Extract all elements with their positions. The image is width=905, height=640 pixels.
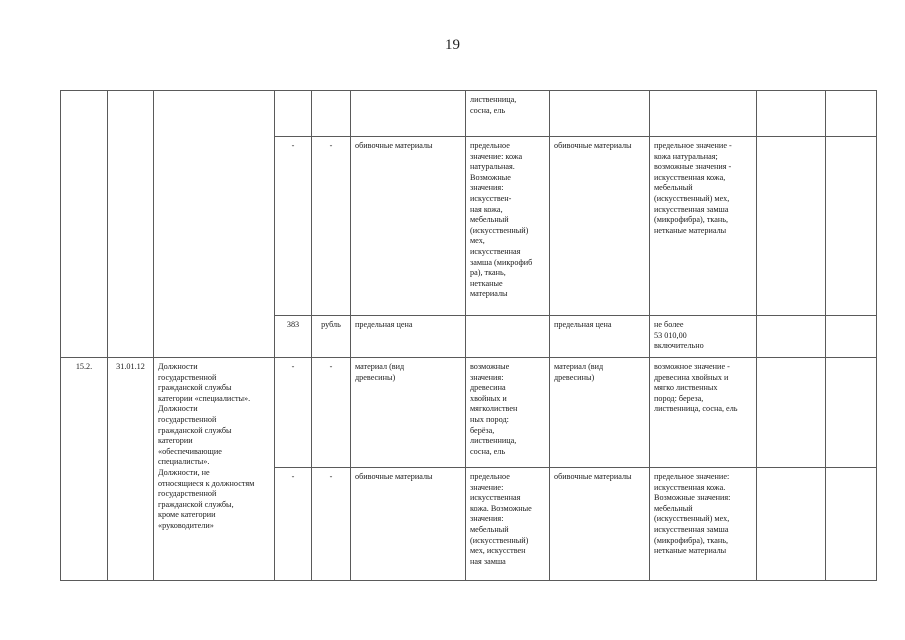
cell-empty [757, 91, 826, 137]
cell-item-number: 15.2. [61, 358, 108, 581]
cell-char-name-2: обивочные материалы [550, 137, 650, 316]
cell-char-name-2: материал (вид древесины) [550, 358, 650, 468]
cell-char-name [351, 91, 466, 137]
cell-char-name-2: обивочные материалы [550, 468, 650, 581]
cell-char-value-2: не более 53 010,00 включительно [650, 316, 757, 358]
cell-char-name-2: предельная цена [550, 316, 650, 358]
table-row [61, 358, 877, 468]
cell-char-value [466, 316, 550, 358]
cell-char-value-2 [650, 91, 757, 137]
cell-code-continued [108, 91, 154, 358]
cell-empty [826, 358, 877, 468]
cell-char-value-2: предельное значение - кожа натуральная; возможные значения - искусственная кожа, мебельный (искусственный) мех, искусственная замша (микрофибра), ткань, нетканые материалы [650, 137, 757, 316]
cell-char-value-2: возможное значение - древесина хвойных и мягко лиственных пород: береза, лиственница, сосна, ель [650, 358, 757, 468]
cell-name-continued [154, 91, 275, 358]
cell-char-name: предельная цена [351, 316, 466, 358]
cell-char-name-2 [550, 91, 650, 137]
cell-empty [757, 468, 826, 581]
cell-empty [826, 91, 877, 137]
cell-unit-name: - [312, 468, 351, 581]
cell-char-name: обивочные материалы [351, 468, 466, 581]
table-row [61, 91, 877, 137]
cell-unit-name: - [312, 137, 351, 316]
page-number: 19 [445, 37, 460, 53]
cell-unit-name: рубль [312, 316, 351, 358]
cell-empty [757, 137, 826, 316]
cell-empty [826, 316, 877, 358]
cell-empty [757, 358, 826, 468]
cell-char-value-2: предельное значение: искусственная кожа. Возможные значения: мебельный (искусственный) мех, искусственная замша (микрофибра), ткань, нетканые материалы [650, 468, 757, 581]
cell-unit-name: - [312, 358, 351, 468]
cell-num-continued [61, 91, 108, 358]
cell-empty [826, 468, 877, 581]
cell-char-value: предельное значение: искусственная кожа. Возможные значения: мебельный (искусственный) мех, искусствен ная замша [466, 468, 550, 581]
cell-char-value: возможные значения: древесина хвойных и мягколиствен ных пород: берёза, лиственница, сосна, ель [466, 358, 550, 468]
cell-positions: Должности государственной гражданской службы категории «специалисты». Должности государственной гражданской службы категории «обеспечивающие специалисты». Должности, не относящиеся к должностям государственной гражданской службы, кроме категории «руководители» [154, 358, 275, 581]
cell-char-value: лиственница, сосна, ель [466, 91, 550, 137]
cell-unit-code: - [275, 468, 312, 581]
cell-unit-code: - [275, 358, 312, 468]
cell-empty [757, 316, 826, 358]
requirements-table [60, 90, 877, 581]
cell-char-name: обивочные материалы [351, 137, 466, 316]
cell-char-value: предельное значение: кожа натуральная. Возможные значения: искусствен- ная кожа, мебельный (искусственный) мех, искусственная замша (микрофиб ра), ткань, нетканые материалы [466, 137, 550, 316]
cell-unit-name [312, 91, 351, 137]
cell-okpd-code: 31.01.12 [108, 358, 154, 581]
cell-char-name: материал (вид древесины) [351, 358, 466, 468]
cell-unit-code [275, 91, 312, 137]
cell-unit-code: 383 [275, 316, 312, 358]
cell-empty [826, 137, 877, 316]
cell-unit-code: - [275, 137, 312, 316]
